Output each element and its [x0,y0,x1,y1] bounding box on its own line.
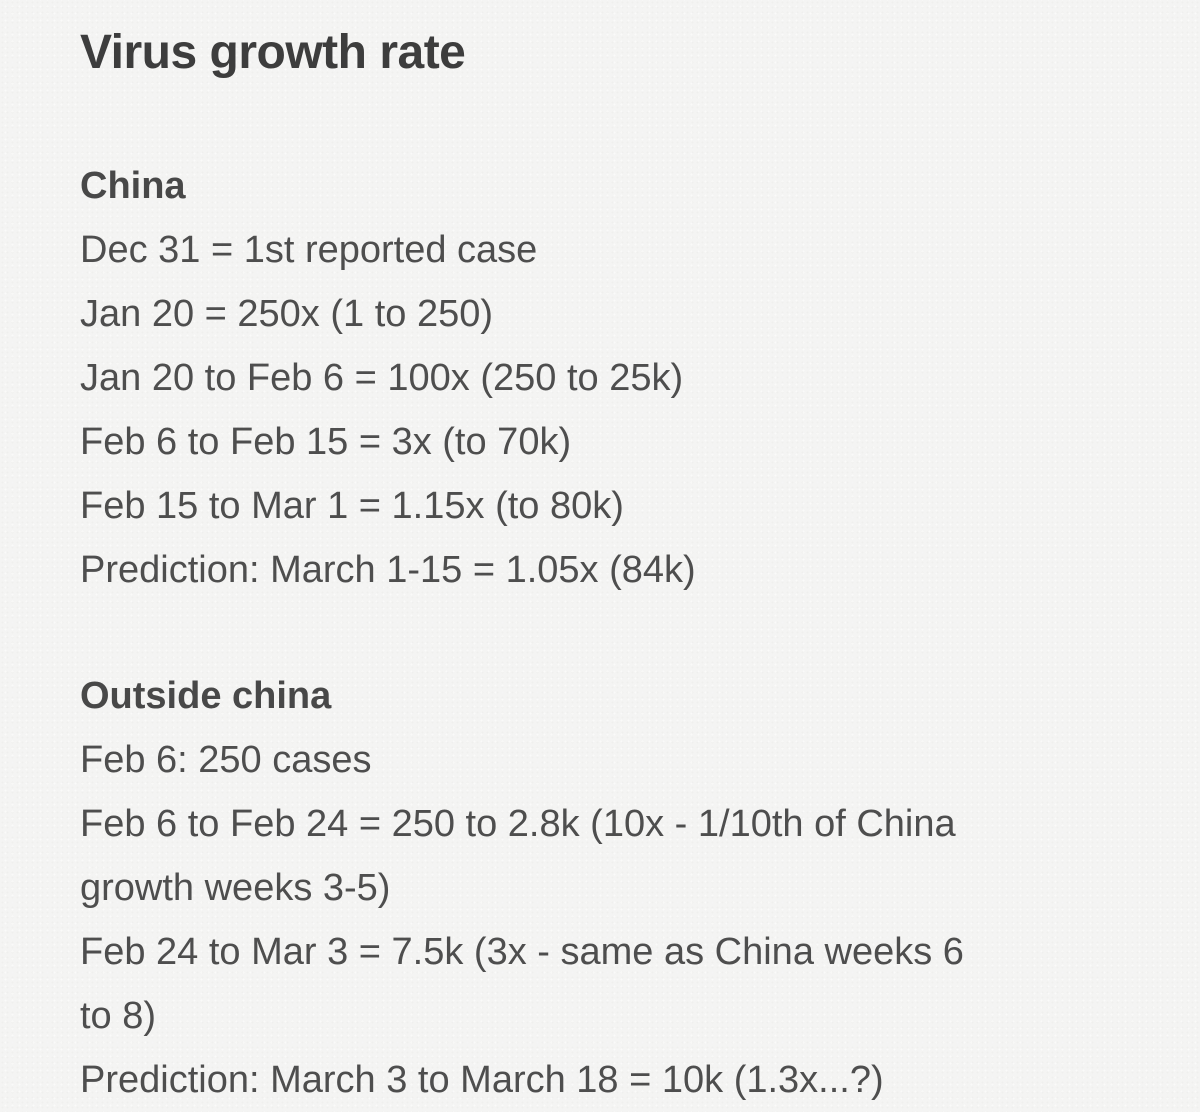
section-heading: Outside china [80,675,332,717]
note-line: Jan 20 to Feb 6 = 100x (250 to 25k) [80,357,684,399]
note-line: Prediction: March 3 to March 18 = 10k (1.3x...?) [80,1059,884,1101]
note-line: Feb 6 to Feb 24 = 250 to 2.8k (10x - 1/10th of China [80,803,956,845]
section-outside-china [80,664,1160,1112]
note-line: growth weeks 3-5) [80,867,391,909]
note-line: Jan 20 = 250x (1 to 250) [80,293,494,335]
note-line: Feb 15 to Mar 1 = 1.15x (to 80k) [80,485,624,527]
section-china [80,154,1160,602]
section-heading: China [80,165,186,207]
blank-line [80,602,1160,664]
note-body[interactable] [80,20,1160,1112]
note-line: Feb 6 to Feb 15 = 3x (to 70k) [80,421,572,463]
note-line: to 8) [80,995,157,1037]
note-line: Feb 24 to Mar 3 = 7.5k (3x - same as China weeks 6 [80,931,964,973]
note-line: Dec 31 = 1st reported case [80,229,538,271]
note-line: Feb 6: 250 cases [80,739,372,781]
note-line: Prediction: March 1-15 = 1.05x (84k) [80,549,696,591]
blank-line [80,86,1160,154]
note-title: Virus growth rate [80,26,466,79]
